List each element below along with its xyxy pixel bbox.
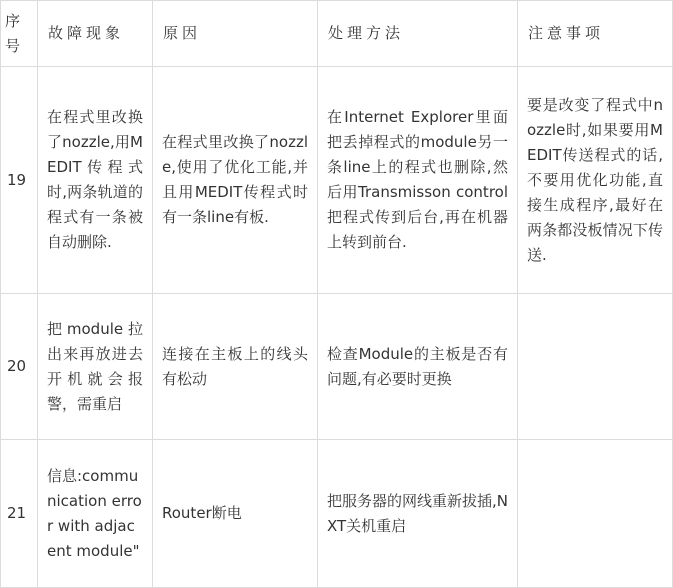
- header-cause: 原因: [153, 1, 318, 67]
- note-cell: [518, 294, 673, 440]
- table-header-row: [1, 1, 673, 67]
- cause-cell: Router断电: [153, 440, 318, 588]
- table-row: [1, 294, 673, 440]
- fix-cell: 把服务器的网线重新拔插,NXT关机重启: [318, 440, 518, 588]
- header-fix: 处理方法: [318, 1, 518, 67]
- symptom-cell: 在程式里改换了nozzle,用MEDIT传程式时,两条轨道的程式有一条被自动删除.: [38, 67, 153, 294]
- header-symptom: 故障现象: [38, 1, 153, 67]
- row-number: 21: [1, 440, 38, 588]
- row-number: 19: [1, 67, 38, 294]
- cause-cell: 在程式里改换了nozzle,使用了优化工能,并且用MEDIT传程式时有一条line有板.: [153, 67, 318, 294]
- table-row: [1, 440, 673, 588]
- note-cell: 要是改变了程式中nozzle时,如果要用MEDIT传送程式的话,不要用优化功能,直接生成程序,最好在两条都没板情况下传送.: [518, 67, 673, 294]
- symptom-cell: 信息:communication error with adjacent module": [38, 440, 153, 588]
- fix-cell: 在Internet Explorer里面把丢掉程式的module另一条line上的程式也删除,然后用Transmisson control把程式传到后台,再在机器上转到前台.: [318, 67, 518, 294]
- table-row: [1, 67, 673, 294]
- row-number: 20: [1, 294, 38, 440]
- fix-cell: 检查Module的主板是否有问题,有必要时更换: [318, 294, 518, 440]
- header-note: 注意事项: [518, 1, 673, 67]
- symptom-cell: 把module拉出来再放进去开机就会报警，需重启: [38, 294, 153, 440]
- note-cell: [518, 440, 673, 588]
- cause-cell: 连接在主板上的线头有松动: [153, 294, 318, 440]
- header-no: 序号: [1, 1, 38, 67]
